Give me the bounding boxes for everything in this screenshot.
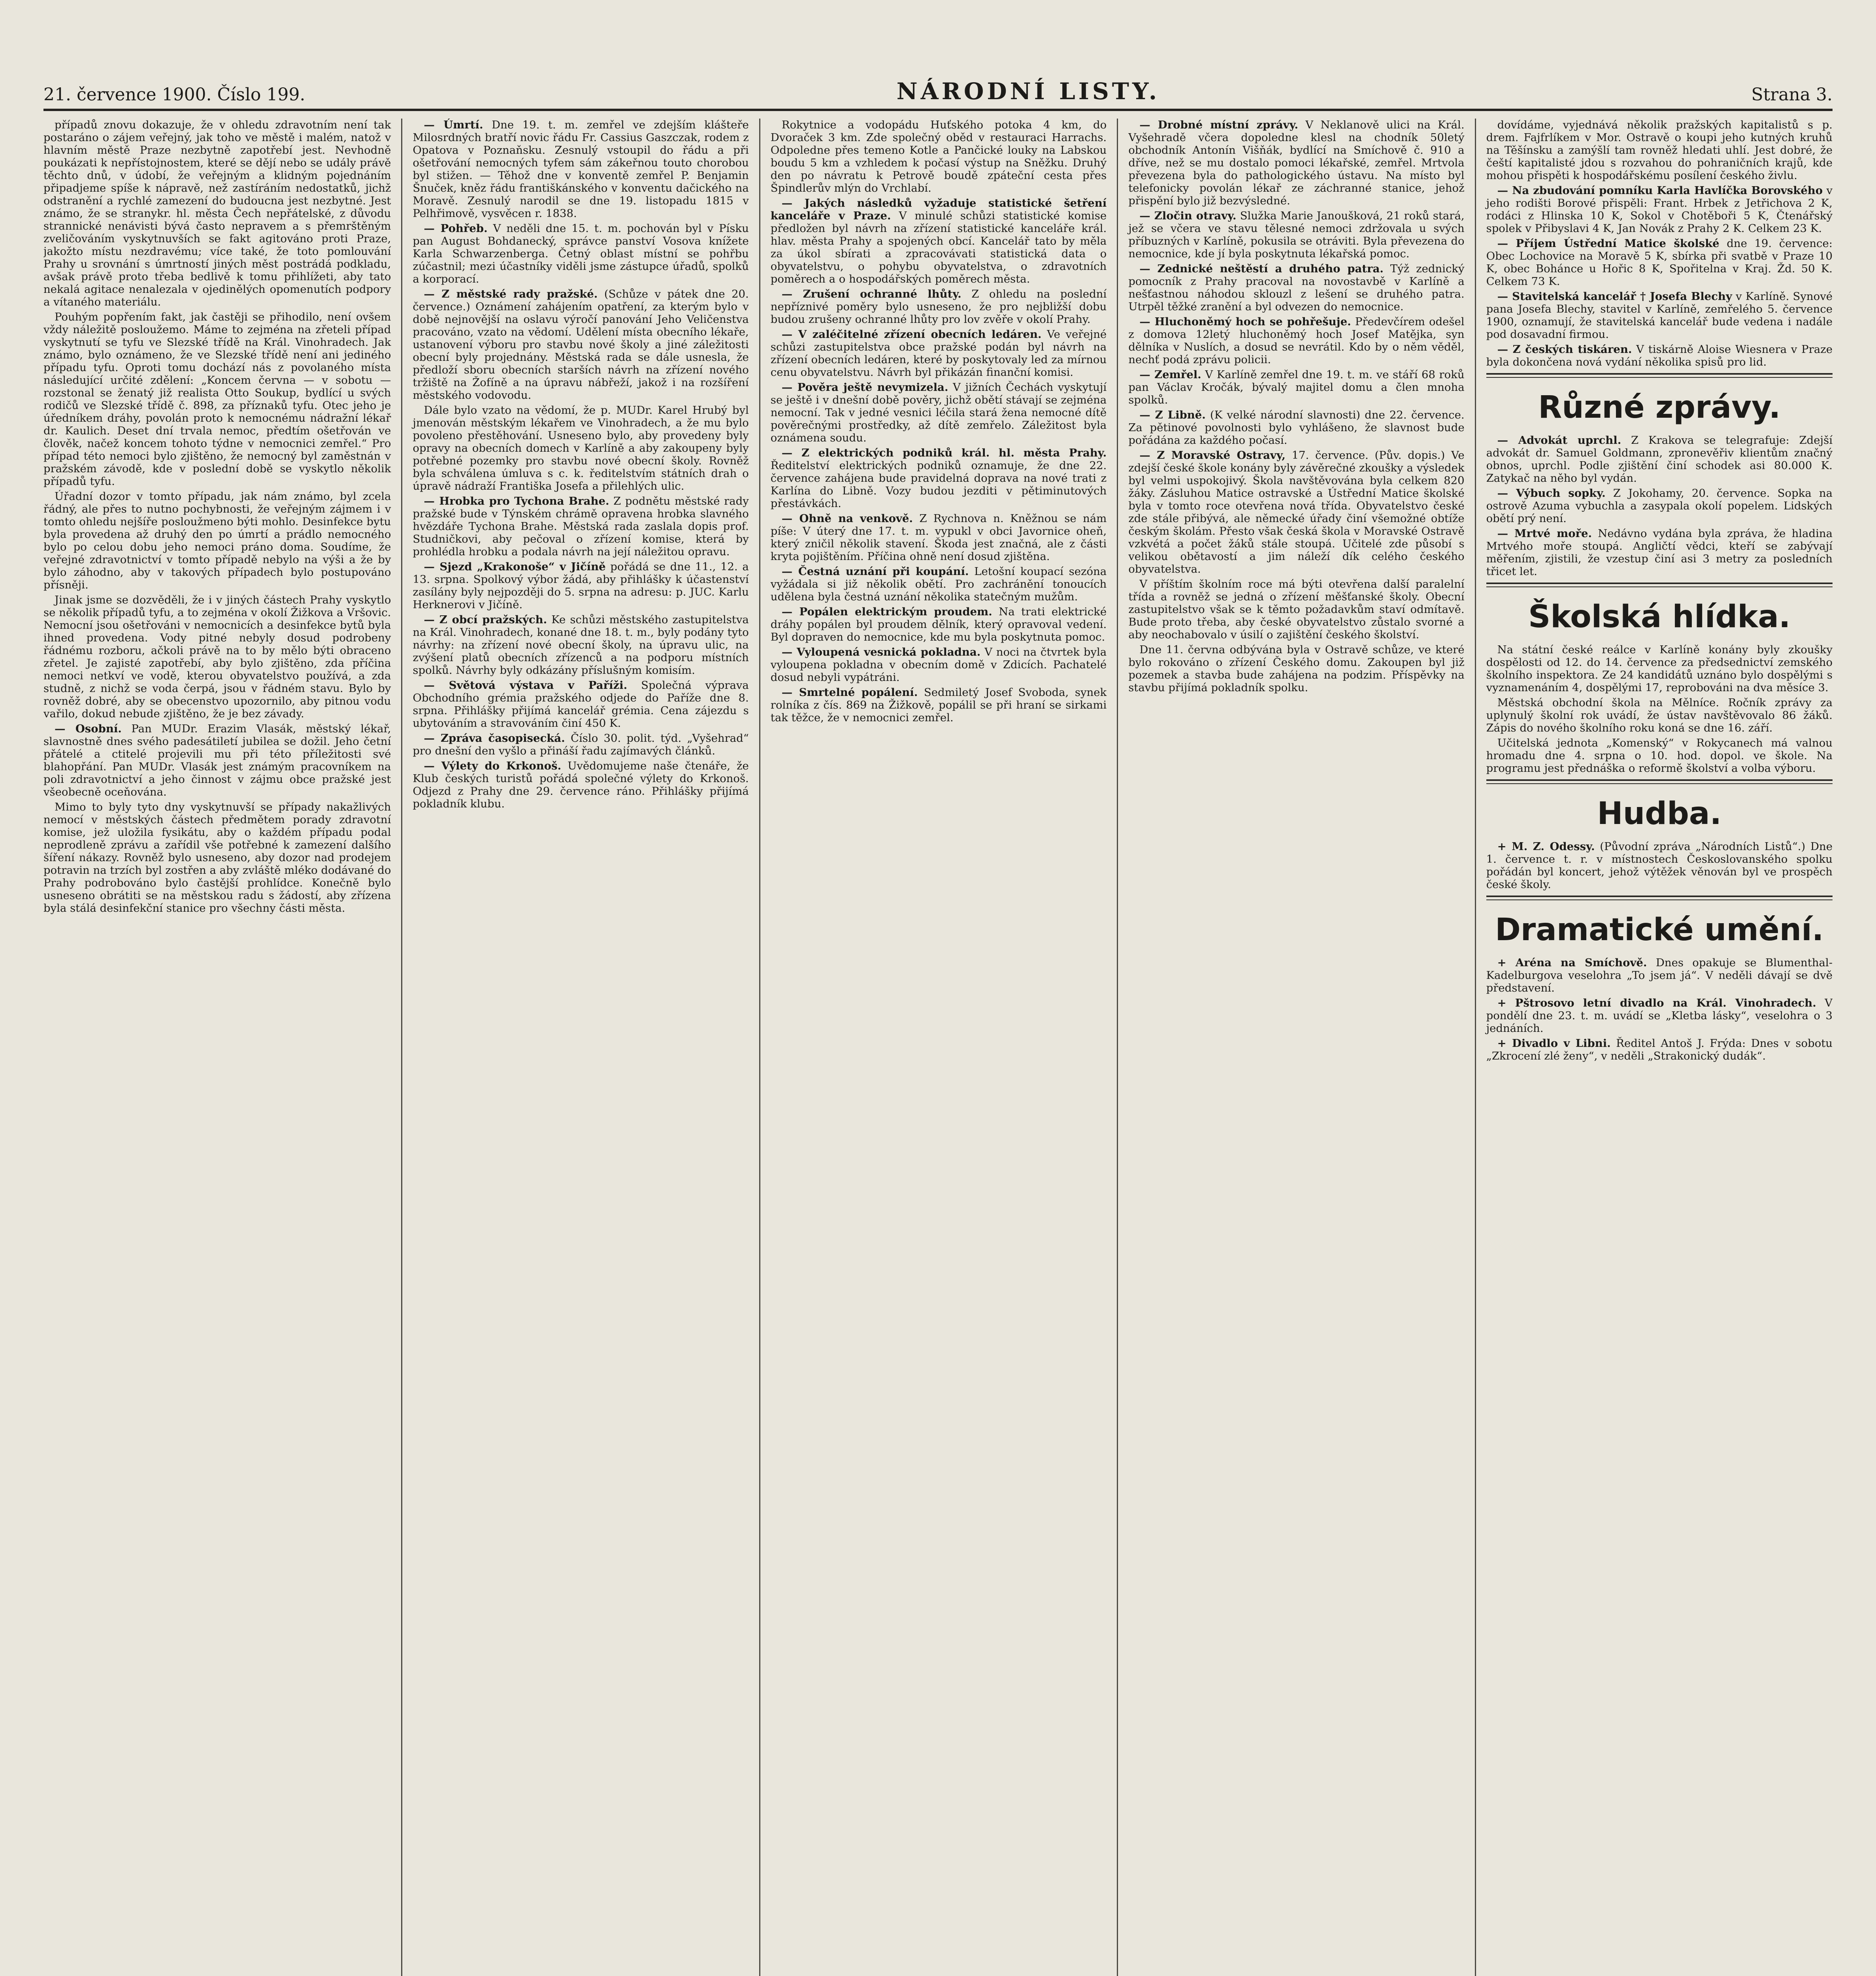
- article-headline: — Hluchoněmý hoch se pohřešuje.: [1139, 315, 1351, 328]
- running-head: [43, 77, 1833, 111]
- article-paragraph: [1486, 527, 1833, 578]
- article-paragraph: [771, 605, 1107, 643]
- article-headline: — Zednické neštěstí a druhého patra.: [1139, 262, 1384, 275]
- article-headline: — Z Moravské Ostravy,: [1139, 449, 1286, 462]
- article-text: V příštím školním roce má býti otevřena další paralelní třída a rovněž se jedná o zřízení měšťanské školy. Obecní zastupitelstvo však se k těmto požadavkům staví odmítavě. Bude proto třeba, aby české obyvatelstvo zůstalo svorné a aby neochabovalo v úsilí o zajištění českého školství.: [1128, 578, 1465, 641]
- issue-date: 21. července 1900. Číslo 199.: [43, 85, 305, 105]
- article-text: (K velké národní slavnosti) dne 22. července. Za pětinové povolnosti bylo vyhlášeno, že slavnost bude pořádána za každého počasí.: [1128, 409, 1465, 447]
- section-rule: [1486, 896, 1833, 900]
- article-headline: — Osobní.: [55, 722, 122, 735]
- article-paragraph: [413, 560, 749, 611]
- article-paragraph: [1128, 409, 1464, 447]
- article-paragraph: [771, 565, 1107, 603]
- article-text: Týž zednický pomocník z Prahy pracoval na novostavbě v Karlíně a nešťastnou náhodou sklouzl z lešení se druhého patra. Utrpěl těžké zranění a byl odvezen do nemocnice.: [1128, 262, 1465, 313]
- article-headline: + Aréna na Smíchově.: [1497, 956, 1647, 969]
- article-paragraph: [1486, 237, 1833, 288]
- article-headline: — Příjem Ústřední Matice školské: [1497, 237, 1720, 250]
- article-headline: — Z městské rady pražské.: [424, 288, 598, 300]
- article-text: Úřadní dozor v tomto případu, jak nám známo, byl zcela řádný, ale přes to nutno pochybnosti, že veřejným zájmem i v tomto ohledu nejšíře posloužmeno býti mohlo. Desinfekce bytu byla provedena až druhý den po úmrtí a prádlo nemocného bylo po celou dobu jeho nemoci práno doma. Soudíme, že veřejné zdravotnictví v tomto případě nebylo na výši a že by bylo záhodno, aby v takových případech bylo postupováno přísněji.: [43, 490, 391, 591]
- article-text: Číslo 30. polit. týd. „Vyšehrad“ pro dnešní den vyšlo a přináší řadu zajímavých článků.: [413, 732, 749, 757]
- article-paragraph: [1486, 1037, 1833, 1062]
- article-paragraph: [771, 512, 1107, 563]
- article-text: V pondělí dne 23. t. m. uvádí se „Kletba lásky“, veselohra o 3 jednáních.: [1486, 997, 1833, 1035]
- article-headline: + Divadlo v Libni.: [1497, 1037, 1611, 1050]
- column-5: [1475, 119, 1833, 1976]
- article-text: dovídáme, vyjednává několik pražských kapitalistů s p. drem. Fajfrlíkem v Mor. Ostravě o koupi jeho kutných kruhů na Těšínsku a zamýšlí tam rovněž hledati uhlí. Jest dobré, že čeští kapitalisté jdou s rozvahou do pohraničních krajů, kde mohou přispěti k hospodářskému posílení českého živlu.: [1486, 119, 1833, 182]
- column-3: [759, 119, 1117, 1976]
- article-paragraph: [1128, 643, 1464, 694]
- article-text: Učitelská jednota „Komenský“ v Rokycanech má valnou hromadu dne 4. srpna o 10. hod. dopol. ve škole. Na programu jest přednáška o reformě školství a volba výboru.: [1486, 737, 1833, 775]
- article-headline: — Sjezd „Krakonoše“ v Jičíně: [424, 560, 606, 573]
- article-text: Z ohledu na poslední nepříznivé poměry bylo usneseno, že pro nejbližší dobu budou zrušeny ochranné lhůty pro lov zvěře v okolí Prahy.: [770, 288, 1107, 326]
- article-text: Dále bylo vzato na vědomí, že p. MUDr. Karel Hrubý byl jmenován městským lékařem ve Vinohradech, a že mu bylo povoleno přestěhování. Usneseno bylo, aby provedeny byly opravy na obecních domech v Karlíně a aby zakoupeny byly potřebné pozemky pro stavbu nové obecní školy. Rovněž byla schválena úmluva s c. k. ředitelstvím státních drah o úpravě nádraží Františka Josefa a přilehlých ulic.: [413, 404, 749, 492]
- article-paragraph: [1486, 696, 1833, 734]
- article-headline: — Vyloupená vesnická pokladna.: [781, 646, 981, 658]
- article-paragraph: [413, 732, 749, 757]
- article-paragraph: [1486, 434, 1833, 485]
- article-paragraph: [413, 288, 749, 402]
- article-paragraph: [1486, 956, 1833, 994]
- article-headline: — Světová výstava v Paříži.: [424, 679, 628, 692]
- article-text: Jinak jsme se dozvěděli, že i v jiných částech Prahy vyskytlo se několik případů tyfu, a to zejména v okolí Žižkova a Vršovic. Nemocní jsou ošetřováni v nemocnicích a desinfekce bytů byla ihned provedena. Vody pitné nebyly dosud podrobeny řádnému rozboru, ačkoli právě na to by mělo býti obraceno zřetel. Je zajisté zapotřebí, aby bylo zjištěno, zda příčina nemoci netkví ve vodě, kterou obyvatelstvo používá, a zda studně, z nichž se voda čerpá, jsou v řádném stavu. Bylo by rovněž dobré, aby se obecenstvo upozornilo, aby pitnou vodu vařilo, dokud nebude zjištěno, že je bez závady.: [43, 594, 391, 720]
- article-headline: — Mrtvé moře.: [1497, 527, 1592, 540]
- section-rule: [1486, 373, 1833, 378]
- article-paragraph: [413, 222, 749, 285]
- article-paragraph: [1128, 578, 1464, 641]
- article-paragraph: [771, 328, 1107, 379]
- article-headline: — Ohně na venkově.: [781, 512, 913, 525]
- article-text: Uvědomujeme naše čtenáře, že Klub českých turistů pořádá společné výlety do Krkonoš. Odjezd z Prahy dne 29. července ráno. Přihlášky přijímá pokladník klubu.: [413, 760, 749, 810]
- article-text: Společná výprava Obchodního grémia pražského odjede do Paříže dne 8. srpna. Přihlášky přijímá kancelář grémia. Cena zájezdu s ubytováním a stravováním činí 450 K.: [413, 679, 749, 730]
- article-paragraph: [1486, 840, 1833, 891]
- article-text: V minulé schůzi statistické komise předložen byl návrh na zřízení statistické kanceláře král. hlav. města Prahy a spojených obcí. Kancelář tato by měla za úkol sbírati a zpracovávati statistická data o obyvatelstvu, o pohybu obyvatelstva, o zdravotních poměrech a o hospodářských poměrech města.: [770, 209, 1107, 285]
- article-text: Ředitelství elektrických podniků oznamuje, že dne 22. července zahájena bude pravidelná doprava na nové trati z Karlína do Libně. Vozy budou jezditi v pětiminutových přestávkách.: [770, 459, 1107, 510]
- article-headline: — Stavitelská kancelář † Josefa Blechy: [1497, 290, 1732, 303]
- article-headline: — Smrtelné popálení.: [781, 686, 918, 699]
- article-text: V neděli dne 15. t. m. pochován byl v Písku pan August Bohdanecký, správce panství Vosova knížete Karla Schwarzenberga. Četný oblast místní se pohřbu zúčastnil; mezi účastníky viděli jsme zástupce úřadů, spolků a korporací.: [413, 222, 749, 285]
- article-paragraph: [771, 646, 1107, 684]
- article-text: Na trati elektrické dráhy popálen byl proudem dělník, který opravoval vedení. Byl dopraven do nemocnice, kde mu byla poskytnuta pomoc.: [770, 605, 1107, 643]
- section-rule: [1486, 779, 1833, 784]
- article-text: případů znovu dokazuje, že v ohledu zdravotním není tak postaráno o zájem veřejný, jak toho ve městě i malém, natož v hlavním městě Praze nezbytně zapotřebí jest. Nevhodně poukázati k nepřístojnostem, které se dějí nebo se udály právě těchto dnů, v údobí, že veřejným a klidným pojednáním připadjeme spíše k nápravě, než zastíráním nedostatků, jichž odstranění a rychlé zamezení do budoucna jest nezbytné. Jest známo, že se stranykr. hl. města Čech nepřátelské, z důvodu strannické nenávisti bývá často nepravem a s přemrštěným zveličováním vyskytnuvších se fakt agitováno proti Praze, jakožto místu nezdravému; více také, že toto pomlouvání Prahy u srovnání s úmrtností jiných měst postrádá podkladu, avšak právě proto třeba bedlivě k tomu přihlížeti, aby tato nekalá agitace nenalezala v ojedinělých opomenutích podpory a vítaného materiálu.: [43, 119, 391, 308]
- article-headline: — Pověra ještě nevymizela.: [781, 381, 948, 394]
- article-paragraph: [1128, 368, 1464, 406]
- article-paragraph: [1486, 487, 1833, 525]
- article-paragraph: [43, 594, 391, 720]
- article-paragraph: [1128, 315, 1464, 366]
- article-paragraph: [1486, 737, 1833, 775]
- column-4: [1117, 119, 1474, 1976]
- article-text: dne 19. července: Obec Lochovice na Moravě 5 K, sbírka při svatbě v Praze 10 K, obec Bohánce u Hořic 8 K, Spořitelna v Kraj. Žd. 50 K. Celkem 73 K.: [1486, 237, 1833, 288]
- section-heading: Hudba.: [1597, 796, 1722, 832]
- article-headline: + M. Z. Odessy.: [1497, 840, 1595, 853]
- article-headline: — Drobné místní zprávy.: [1139, 119, 1299, 131]
- article-text: v Karlíně. Synové pana Josefa Blechy, stavitel v Karlíně, zemřelého 5. července 1900, oznamují, že stavitelská kancelář bude vedena i nadále pod dosavadní firmou.: [1486, 290, 1833, 341]
- article-text: Dne 19. t. m. zemřel ve zdejším klášteře Milosrdných bratří novic řádu Fr. Cassius Gaszczak, rodem z Opatova v Poznaňsku. Zesnulý vstoupil do řádu a při ošetřování nemocných tyfem sám zákeřnou touto chorobou byl stižen. — Těhož dne v konventě zemřel P. Benjamin Šnuček, kněz řádu františkánského v konventu dačického na Moravě. Zesnulý narodil se dne 19. listopadu 1815 v Pelhřimově, vysvěcen r. 1838.: [413, 119, 749, 220]
- article-paragraph: [43, 490, 391, 591]
- article-text: Pouhým popřením fakt, jak častěji se přihodilo, není ovšem vždy náležitě posloužemo. Máme to zejména na zřeteli případ vyskytnutí se tyfu ve Slezské třídě na Král. Vinohradech. Jak známo, bylo oznámeno, že ve Slezské třídě není ani jediného případu tyfu. Oproti tomu dochází nás z povolaného místa následující určité zdělení: „Koncem června — v sobotu — rozstonal se ženatý již realista Otto Soukup, bydlící u svých rodičů ve Slezské třídě č. 898, za příznaků tyfu. Otec jeho je úředníkem dráhy, povolán proto k nemocnému nádražní lékař dr. Kaulich. Deset dní trvala nemoc, předtím ošetřován ve člověk, načež koncem tohoto týdne v nemocnici zemřel.“ Pro případ této nemoci bylo zjištěno, že nemocný byl zaměstnán v pražském závodě, kde v poslední době se vyskytlo několik případů tyfu.: [43, 311, 391, 488]
- article-headline: — Popálen elektrickým proudem.: [781, 605, 992, 618]
- section-rule: [1486, 583, 1833, 587]
- article-text: V Karlíně zemřel dne 19. t. m. ve stáří 68 roků pan Václav Kročák, bývalý majitel domu a člen mnoha spolků.: [1128, 368, 1465, 406]
- article-text: Z Rychnova n. Kněžnou se nám píše: V úterý dne 17. t. m. vypukl v obci Javornice oheň, který zničil několik stavení. Škoda jest značná, ale z části kryta pojištěním. Příčina ohně není dosud zjištěna.: [770, 512, 1107, 563]
- article-headline: — Výlety do Krkonoš.: [424, 760, 562, 772]
- article-text: Dnes opakuje se Blumenthal-Kadelburgova veselohra „To jsem já“. V neděli dávají se dvě představení.: [1486, 956, 1833, 994]
- article-headline: — Výbuch sopky.: [1497, 487, 1606, 500]
- article-text: Sedmiletý Josef Svoboda, synek rolníka z čís. 869 na Žižkově, popálil se při hraní se sirkami tak těžce, že v nemocnici zemřel.: [770, 686, 1107, 724]
- article-text: Z Jokohamy, 20. července. Sopka na ostrově Azuma vybuchla a zasypala okolí popelem. Lidských obětí prý není.: [1486, 487, 1833, 525]
- article-headline: — Na zbudování pomníku Karla Havlíčka Borovského: [1497, 184, 1823, 197]
- article-text: Pan MUDr. Erazim Vlasák, městský lékař, slavnostně dnes svého padesátiletí jubilea se dožil. Jeho četní přátelé a ctitelé projevili mu při této příležitosti své blahopřání. Pan MUDr. Vlasák jest známým pracovníkem na poli zdravotnictví a jeho činnost v zájmu obce pražské jest všeobecně oceňována.: [43, 722, 391, 798]
- article-paragraph: [771, 686, 1107, 724]
- article-paragraph: [43, 311, 391, 488]
- article-text: Městská obchodní škola na Mělníce. Ročník zprávy za uplynulý školní rok uvádí, že ústav navštěvovalo 86 žáků. Zápis do nového školního roku koná se dne 16. září.: [1486, 696, 1833, 734]
- section-heading: Různé zprávy.: [1538, 390, 1781, 425]
- article-paragraph: [771, 381, 1107, 444]
- article-paragraph: [43, 722, 391, 798]
- article-headline: — Jakých následků vyžaduje statistické šetření kanceláře v Praze.: [770, 197, 1107, 222]
- article-text: Z podnětu městské rady pražské bude v Týnském chrámě opravena hrobka slavného hvězdáře Tychona Brahe. Městská rada zaslala dopis prof. Studničkovi, aby pečoval o zřízení komise, která by prohlédla hrobku a podala návrh na její náležitou opravu.: [413, 495, 749, 558]
- article-headline: — Zemřel.: [1139, 368, 1201, 381]
- article-paragraph: [1486, 997, 1833, 1035]
- article-headline: — V zaléčitelné zřízení obecních ledáren.: [781, 328, 1042, 341]
- article-headline: — Advokát uprchl.: [1497, 434, 1621, 447]
- article-text: V Neklanově ulici na Král. Vyšehradě včera dopoledne klesl na chodník 50letý obchodník Antonín Višňák, bydlící na Smíchově č. 910 a dříve, než se mu dostalo pomoci lékařské, zemřel. Mrtvola převezena byla do pathologického ústavu. Na místo byl telefonicky povolán lékař ze záchranné stanice, jehož přispění bylo již bezvýsledné.: [1128, 119, 1465, 207]
- article-headline: — Zrušení ochranné lhůty.: [781, 288, 962, 300]
- article-headline: — Úmrtí.: [424, 119, 483, 131]
- article-paragraph: [43, 119, 391, 308]
- article-paragraph: [413, 679, 749, 730]
- article-text: Předevčírem odešel z domova 12letý hluchoněmý hoch Josef Matějka, syn dělníka v Nuslích, a dosud se nevrátil. Kdo by o něm věděl, nechť podá zprávu policii.: [1128, 315, 1465, 366]
- article-text: 17. července. (Pův. dopis.) Ve zdejší české škole konány byly závěrečné zkoušky a výsledek byl velmi uspokojivý. Škola navštěvována byla celkem 820 žáky. Zásluhou Matice ostravské a Ústřední Matice školské byla v tomto roce otevřena nová třída. Obyvatelstvo české zde stále přibývá, ale německé úřady činí všemožné obtíže českým školám. Přesto však česká škola v Moravské Ostravě vzkvétá a počet žáků stále stoupá. Učitelé zde působí s velikou obětavostí a jim náleží dík celého českého obyvatelstva.: [1128, 449, 1465, 575]
- article-paragraph: [413, 613, 749, 677]
- article-paragraph: [1128, 119, 1464, 207]
- page-number: Strana 3.: [1751, 85, 1833, 105]
- article-text: (Původní zpráva „Národních Listů“.) Dne 1. července t. r. v místnostech Českoslovanského spolku pořádán byl koncert, jehož výtěžek věnován byl ve prospěch české školy.: [1486, 840, 1833, 891]
- article-paragraph: [1486, 643, 1833, 694]
- article-text: v jeho rodišti Borové přispěli: Frant. Hrbek z Jetřichova 2 K, rodáci z Hlinska 10 K, Sokol v Chotěboři 5 K, Čtenářský spolek v Přibyslavi 4 K, Jan Novák z Prahy 2 K. Celkem 23 K.: [1486, 184, 1833, 235]
- article-text: V tiskárně Aloise Wiesnera v Praze byla dokončena nová vydání několika spisů pro lid.: [1486, 343, 1833, 368]
- article-paragraph: [1128, 209, 1464, 260]
- columns: [43, 119, 1833, 1976]
- article-paragraph: [43, 801, 391, 914]
- section-heading: Školská hlídka.: [1528, 599, 1791, 635]
- article-paragraph: [771, 447, 1107, 510]
- article-headline: — Z elektrických podniků král. hl. města Prahy.: [781, 447, 1107, 459]
- column-2: [401, 119, 759, 1976]
- article-paragraph: [1486, 343, 1833, 368]
- article-text: Letošní koupací sezóna vyžádala si již několik obětí. Pro zachránění tonoucích udělena byla čestná uznání několika statečným mužům.: [770, 565, 1107, 603]
- article-paragraph: [771, 119, 1107, 194]
- article-headline: — Zločin otravy.: [1139, 209, 1237, 222]
- article-paragraph: [1486, 119, 1833, 182]
- article-headline: + Pštrosovo letní divadlo na Král. Vinohradech.: [1497, 997, 1816, 1009]
- article-text: Ředitel Antoš J. Frýda: Dnes v sobotu „Zkrocení zlé ženy“, v neděli „Strakonický dudák“.: [1486, 1037, 1833, 1062]
- article-text: Na státní české reálce v Karlíně konány byly zkoušky dospělosti od 12. do 14. července za předsednictví zemského školního inspektora. Ze 24 kandidátů uznáno bylo dospělými s vyznamenáním 4, dospělými 17, reprobováni na dva měsíce 3.: [1486, 643, 1833, 694]
- article-headline: — Pohřeb.: [424, 222, 488, 235]
- article-headline: — Zpráva časopisecká.: [424, 732, 565, 745]
- article-headline: — Čestná uznání při koupání.: [781, 565, 969, 578]
- article-paragraph: [413, 404, 749, 492]
- article-headline: — Hrobka pro Tychona Brahe.: [424, 495, 609, 507]
- article-headline: — Z Libně.: [1139, 409, 1206, 421]
- article-text: V jižních Čechách vyskytují se ještě i v dnešní době pověry, jichž obětí stávají se zejména nemocní. Tak v jedné vesnici léčila stará žena nemocné dítě pověrečnými prostředky, až dítě zemřelo. Záležitost byla oznámena soudu.: [770, 381, 1107, 444]
- section-heading: Dramatické umění.: [1495, 912, 1824, 948]
- article-paragraph: [1128, 449, 1464, 575]
- masthead-title: NÁRODNÍ LISTY.: [896, 78, 1160, 105]
- article-headline: — Z českých tiskáren.: [1497, 343, 1632, 356]
- article-text: Dne 11. června odbývána byla v Ostravě schůze, ve které bylo rokováno o zřízení Českého domu. Zakoupen byl již pozemek a stavba bude zahájena na podzim. Příspěvky na stavbu přijímá pokladník spolku.: [1128, 643, 1465, 694]
- article-text: (Schůze v pátek dne 20. července.) Oznámení zahájením opatření, za kterým bylo v době nejnovější na oslavu výročí panování Jeho Veličenstva pracováno, vzato na vědomí. Udělení místa obecního lékaře, ustanovení výboru pro stavbu nové školy a jiné záležitosti obecní byly projednány. Městská rada se dále usnesla, že předloží sboru obecních starších návrh na zřízení nového tržiště na Žofíně a na úpravu nábřeží, jakož i na rozšíření městského vodovodu.: [413, 288, 749, 402]
- article-paragraph: [413, 760, 749, 810]
- article-text: Ve veřejné schůzi zastupitelstva obce pražské podán byl návrh na zřízení obecních ledáren, které by poskytovaly led za mírnou cenu obyvatelstvu. Návrh byl přikázán finanční komisi.: [770, 328, 1107, 379]
- article-text: V noci na čtvrtek byla vyloupena pokladna v obecním domě v Zdicích. Pachatelé dosud nebyli vypátráni.: [770, 646, 1107, 684]
- article-paragraph: [1486, 290, 1833, 341]
- article-text: Rokytnice a vodopádu Huťského potoka 4 km, do Dvoraček 3 km. Zde společný oběd v restauraci Harrachs. Odpoledne přes temeno Kotle a Pančické louky na Labskou boudu 5 km a vzhledem k počasí výstup na Sněžku. Druhý den po návratu k Petrově boudě zpáteční cesta přes Špindlerův mlýn do Vrchlabí.: [770, 119, 1107, 194]
- article-text: Služka Marie Janoušková, 21 roků stará, jež se včera ve stavu tělesné nemoci zdržovala u svých příbuzných v Karlíně, pokusila se otráviti. Byla převezena do nemocnice, kde jí byla poskytnuta lékařská pomoc.: [1128, 209, 1465, 260]
- article-paragraph: [413, 495, 749, 558]
- article-text: pořádá se dne 11., 12. a 13. srpna. Spolkový výbor žádá, aby přihlášky k účastenství zasílány byly nejpozději do 5. srpna na adresu: p. JUC. Karlu Herknerovi v Jičíně.: [413, 560, 749, 611]
- article-paragraph: [1128, 262, 1464, 313]
- column-1: [43, 119, 401, 1976]
- article-text: Nedávno vydána byla zpráva, že hladina Mrtvého moře stoupá. Angličtí vědci, kteří se zabývají měřením, zjistili, že vzestup činí asi 3 metry za posledních třicet let.: [1486, 527, 1833, 578]
- article-paragraph: [771, 288, 1107, 326]
- article-text: Ke schůzi městského zastupitelstva na Král. Vinohradech, konané dne 18. t. m., byly podány tyto návrhy: na zřízení nové obecní školy, na úpravu ulic, na zvýšení platů obecních zřízenců a na podporu místních spolků. Návrhy byly odkázány příslušným komisím.: [413, 613, 749, 677]
- article-paragraph: [1486, 184, 1833, 235]
- article-text: Z Krakova se telegrafuje: Zdejší advokát dr. Samuel Goldmann, zpronevěřiv klientům značný obnos, uprchl. Podle zjištění činí schodek asi 80.000 K. Zatykač na něho byl vydán.: [1486, 434, 1833, 485]
- article-paragraph: [771, 197, 1107, 285]
- article-paragraph: [413, 119, 749, 220]
- article-headline: — Z obcí pražských.: [424, 613, 547, 626]
- article-text: Mimo to byly tyto dny vyskytnuvší se případy nakažlivých nemocí v městských částech předmětem porady zdravotní komise, jež uložila fysikátu, aby o každém případu podal neprodleně zprávu a zařídil vše potřebné k zamezení dalšího šíření nákazy. Rovněž bylo usneseno, aby dozor nad prodejem potravin na trzích byl zostřen a aby zvláště mléko dodávané do Prahy podrobováno bylo častější prohlídce. Konečně bylo usneseno obrátiti se na městskou radu s žádostí, aby zřízena byla stálá desinfekční stanice pro všechny části města.: [43, 801, 391, 914]
